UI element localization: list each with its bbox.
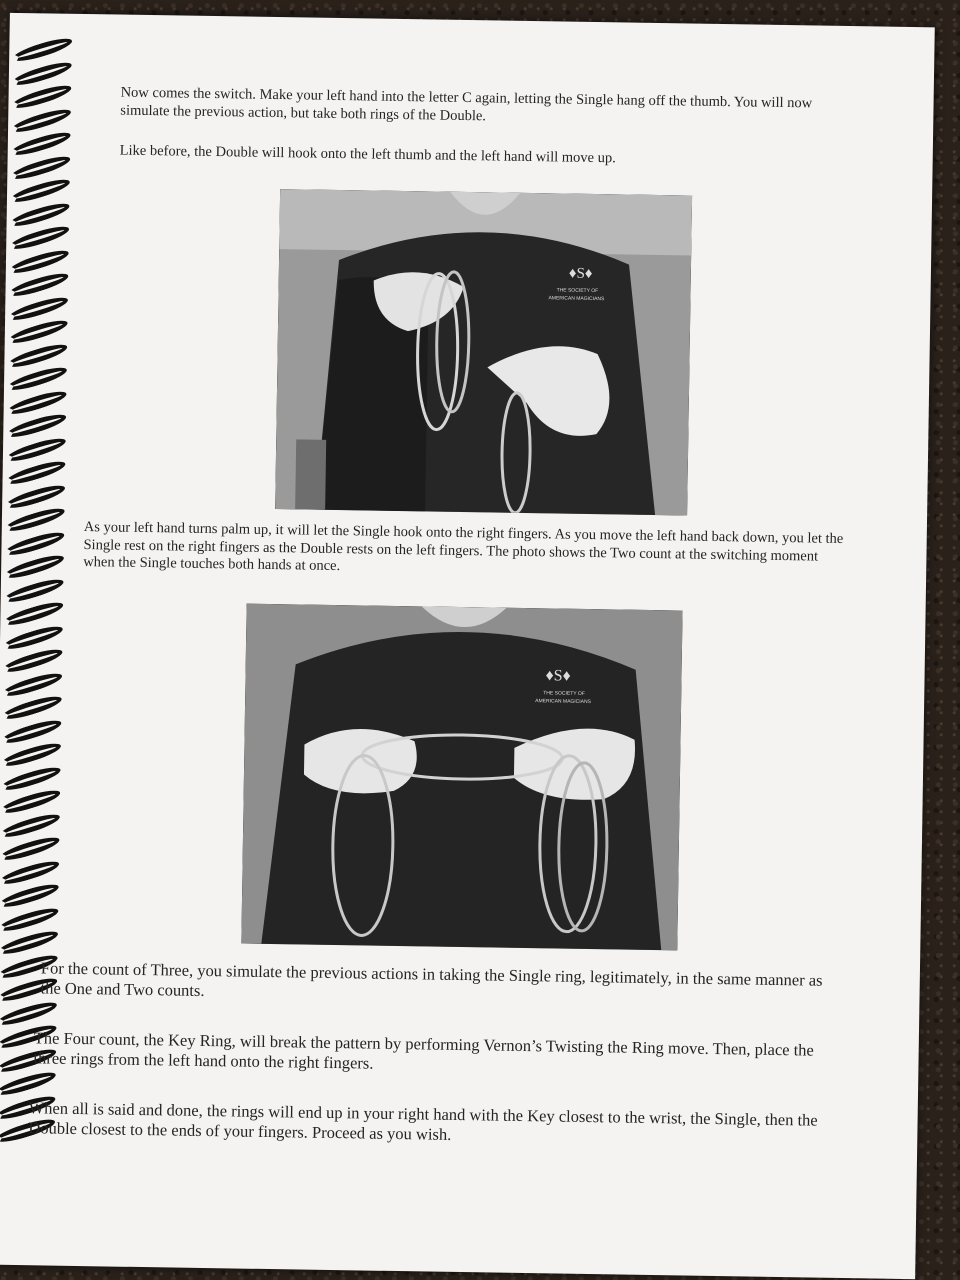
spiral-coil: [0, 927, 60, 958]
spiral-coil: [11, 34, 74, 65]
spiral-coil: [10, 105, 73, 136]
spiral-coil: [8, 222, 71, 253]
photo-double-hook-image: [275, 189, 692, 515]
svg-text:♦S♦: ♦S♦: [568, 265, 593, 282]
photo-two-count-image: [241, 604, 682, 951]
spiral-coil: [9, 175, 72, 206]
spiral-coil: [0, 880, 61, 911]
spiral-coil: [0, 1068, 58, 1099]
spiral-coil: [3, 551, 66, 582]
paragraph-like-before: Like before, the Double will hook onto the left thumb and the left hand will move up.: [119, 142, 616, 167]
paragraph-palm-up: As your left hand turns palm up, it will let the Single hook onto the right fingers. As you move the left hand back down, you let the Single rest on the right fingers as the Double rests on the left fingers. The photo shows the Two count at the switching moment when the Single touches both hands at once.: [83, 519, 844, 575]
spiral-coil: [0, 716, 63, 747]
spiral-coil: [0, 998, 59, 1029]
spiral-coil: [10, 58, 73, 89]
spiral-coil: [6, 340, 69, 371]
paragraph-count-four: The Four count, the Key Ring, will break the pattern by performing Vernon’s Twisting the Ring move. Then, place the three rings from the left hand onto the right fingers.: [33, 1028, 815, 1073]
svg-text:THE SOCIETY OF: THE SOCIETY OF: [543, 690, 585, 697]
photo-double-hook: [275, 189, 692, 515]
spiral-coil: [7, 269, 70, 300]
spiral-coil: [7, 293, 70, 324]
paragraph-conclusion: When all is said and done, the rings will end up in your right hand with the Key closest to the wrist, the Single, then the Double closest to the ends of your fingers. Proceed as you wish.: [28, 1098, 818, 1145]
spiral-coil: [5, 387, 68, 418]
svg-text:THE SOCIETY OF: THE SOCIETY OF: [556, 287, 599, 295]
spiral-coil: [10, 81, 73, 112]
photo-two-count: [241, 604, 682, 951]
spiral-coil: [0, 692, 63, 723]
spiral-coil: [6, 363, 69, 394]
book-page: [0, 13, 935, 1279]
svg-text:♦S♦: ♦S♦: [545, 667, 571, 685]
svg-text:AMERICAN MAGICIANS: AMERICAN MAGICIANS: [548, 295, 605, 303]
spiral-coil: [9, 128, 72, 159]
spiral-coil: [3, 528, 66, 559]
spiral-coil: [4, 434, 67, 465]
spiral-coil: [5, 410, 68, 441]
spiral-coil: [6, 316, 69, 347]
spiral-coil: [3, 504, 66, 535]
spiral-coil: [1, 645, 64, 676]
spiral-coil: [2, 622, 65, 653]
spiral-coil: [0, 857, 61, 888]
spiral-coil: [4, 481, 67, 512]
svg-text:AMERICAN MAGICIANS: AMERICAN MAGICIANS: [535, 698, 592, 706]
spiral-coil: [2, 575, 65, 606]
spiral-coil: [0, 810, 62, 841]
spiral-coil: [0, 786, 62, 817]
spiral-coil: [7, 246, 70, 277]
spiral-coil: [0, 763, 62, 794]
paragraph-count-three: For the count of Three, you simulate the previous actions in taking the Single ring, legitimately, in the same manner as the One and Two counts.: [40, 958, 823, 1001]
spiral-coil: [0, 904, 60, 935]
spiral-coil: [0, 739, 63, 770]
spiral-coil: [8, 199, 71, 230]
spiral-coil: [0, 833, 61, 864]
paragraph-switch: Now comes the switch. Make your left hand into the letter C again, letting the Single hang off the thumb. You will now simulate the previous action, but take both rings of the Double.: [120, 84, 813, 124]
spiral-coil: [9, 152, 72, 183]
spiral-coil: [1, 669, 64, 700]
spiral-coil: [4, 457, 67, 488]
spiral-coil: [2, 598, 65, 629]
